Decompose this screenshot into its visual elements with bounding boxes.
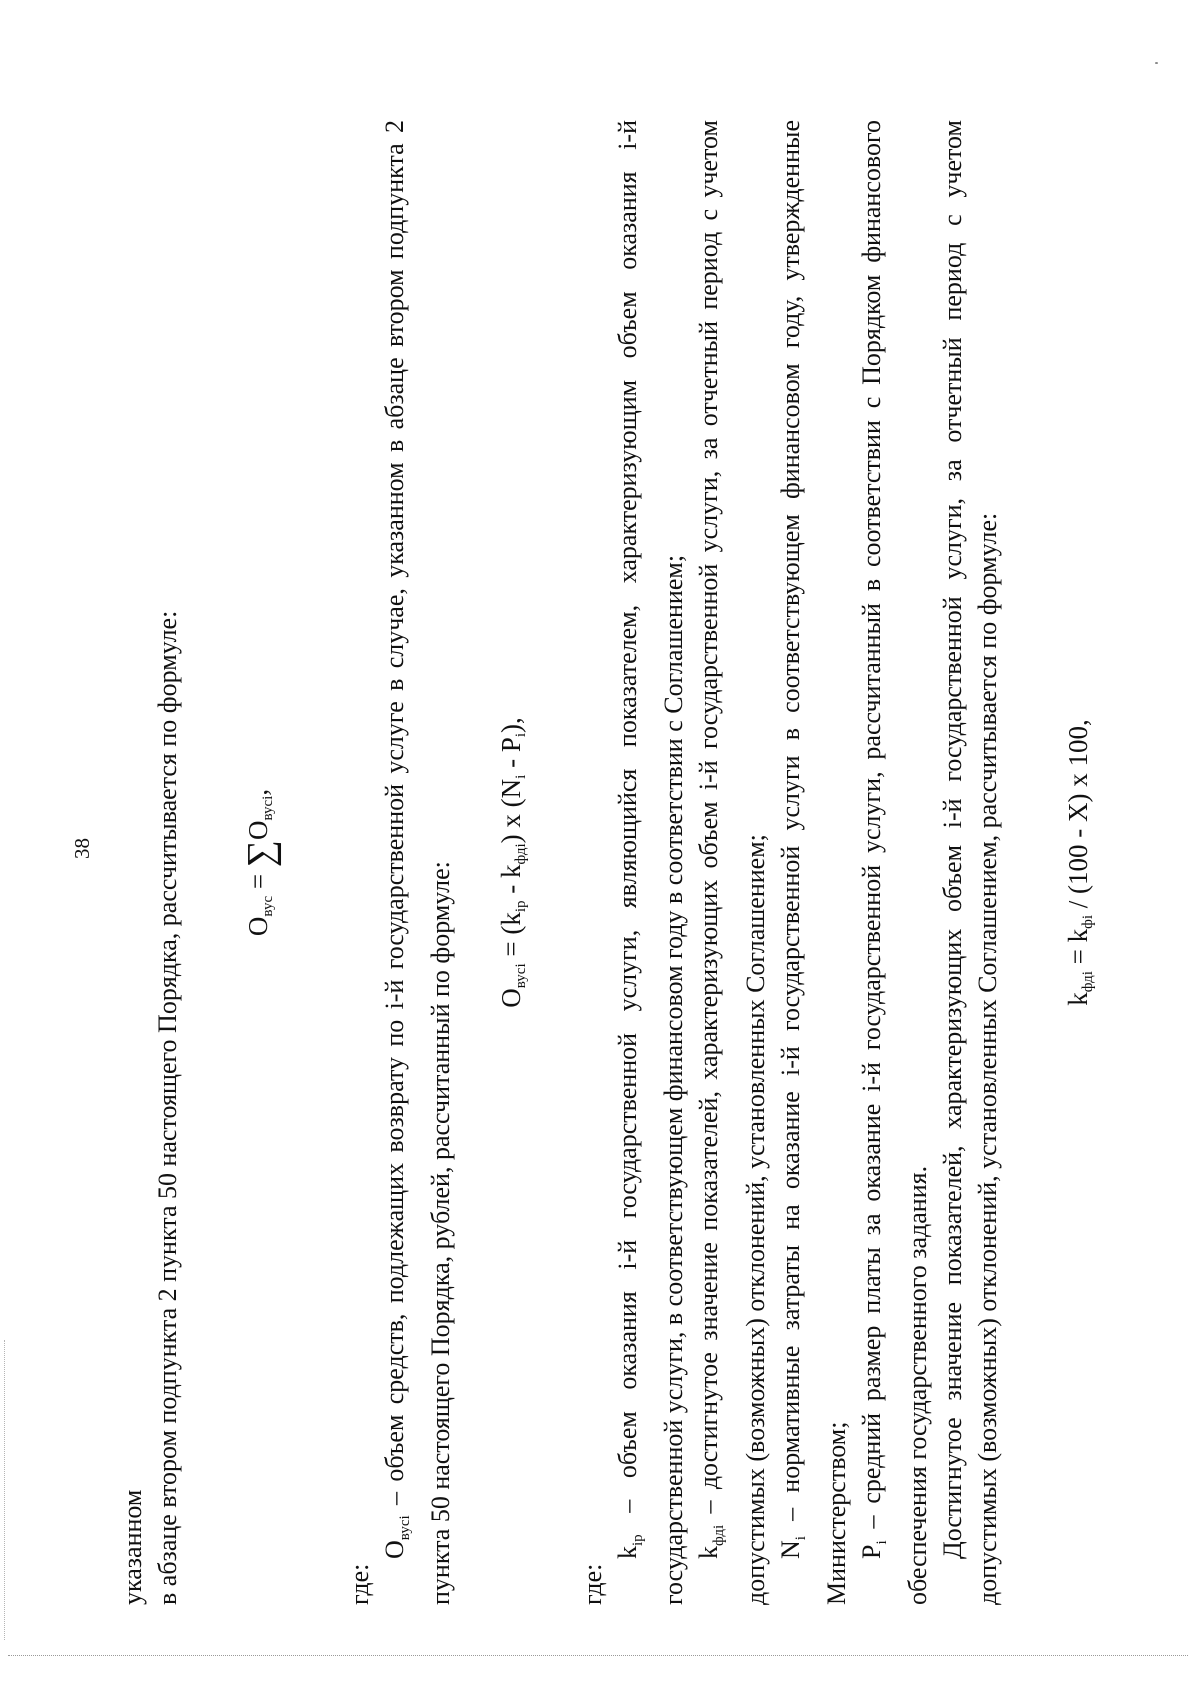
paragraph-achieved-value: Достигнутое значение показателей, характеризующих объем i-й государственной услуги, за отчетный период с учетом допустимых (возможных) отклонений, установленных Соглашением, рассчитывается по формуле:: [937, 120, 1002, 1605]
definition-p-i: $P_i$ – средний размер платы за оказание i-й государственной услуги, рассчитанный в соответствии с Порядком финансового обеспечения государственного задания.: [856, 120, 932, 1605]
header-line-2: в абзаце втором подпункта 2 пункта 50 настоящего Порядка, рассчитывается по формуле:: [153, 610, 182, 1605]
definition-k-fdi: $k_{фдi}$ – достигнутое значение показателей, характеризующих объем i-й государственной услуги, за отчетный период с учетом допустимых (возможных) отклонений, установленных Соглашением;: [694, 120, 770, 1605]
where-label-2: где:: [578, 1563, 608, 1605]
formula-achieved-value: $k_{фдi} = k_{фi} / (100 - X)$ x 100,: [1062, 719, 1096, 1006]
definition-k-ip: $k_{ip}$ – объем оказания i-й государственной услуги, являющийся показателем, характеризующим объем оказания i-й государственной услуги, в соответствующем финансовом году в соответствии с Соглашением;: [613, 120, 689, 1605]
definition-n-i: $N_i$ – нормативные затраты на оказание i-й государственной услуги в соответствующем финансовом году, утвержденные Министерством;: [775, 120, 851, 1605]
definition-o-vusi: $O_{вусi}$ – объем средств, подлежащих возврату по i-й государственной услуге в случае, указанном в абзаце втором подпункта 2 пункта 50 настоящего Порядка, рублей, рассчитанный по формуле:: [380, 120, 456, 1605]
formula-total-return: $O_{вус} = \sum O_{вусi}$,: [240, 788, 282, 937]
sum-sigma: ∑: [240, 840, 282, 868]
page-body: [115, 120, 1106, 1605]
formula-return-per-service: $O_{вусi} = (k_{ip} - k_{фдi})$ x $(N_i - P_i)$,: [496, 717, 530, 1008]
header-line-1: указанном: [118, 1489, 147, 1605]
page-number: 38: [70, 838, 94, 859]
where-label-1: где:: [345, 1563, 374, 1605]
